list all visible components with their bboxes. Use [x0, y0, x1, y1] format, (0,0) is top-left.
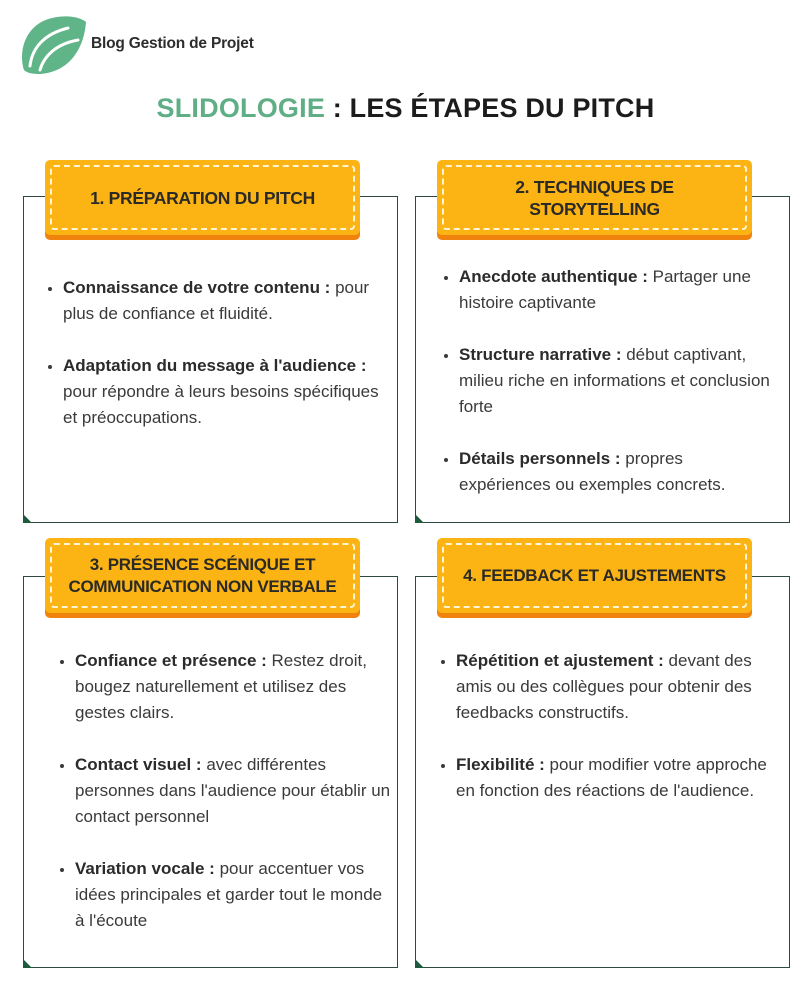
list-item: [459, 446, 777, 498]
card-preparation-list: [43, 275, 383, 457]
item-text: pour plus de confiance et fluidité.: [63, 278, 370, 323]
item-heading: Variation vocale :: [75, 859, 215, 878]
item-text: propres expériences ou exemples concrets.: [459, 449, 726, 494]
list-item: [456, 648, 776, 726]
title-accent: SLIDOLOGIE: [156, 93, 326, 123]
item-heading: Répétition et ajustement :: [456, 651, 664, 670]
tag-label: 3. PRÉSENCE SCÉNIQUE ET COMMUNICATION NON VERBALE: [68, 554, 337, 596]
item-text: pour répondre à leurs besoins spécifiques et préoccupations.: [63, 382, 379, 427]
tag-label: 2. TECHNIQUES DE STORYTELLING: [515, 176, 674, 219]
tag-storytelling: [437, 160, 752, 235]
card-corner-decoration: [23, 959, 32, 968]
card-presence-list: [55, 648, 395, 960]
list-item: [459, 342, 777, 420]
list-item: [456, 752, 776, 804]
item-heading: Contact visuel :: [75, 755, 202, 774]
card-corner-decoration: [415, 514, 424, 523]
page-title: [0, 93, 811, 124]
list-item: [459, 264, 777, 316]
list-item: [63, 275, 383, 327]
tag-preparation: [45, 160, 360, 235]
item-heading: Connaissance de votre contenu :: [63, 278, 331, 297]
card-corner-decoration: [23, 514, 32, 523]
tag-presence: [45, 538, 360, 613]
tag-label: 4. FEEDBACK ET AJUSTEMENTS: [463, 565, 726, 585]
list-item: [75, 752, 395, 830]
card-corner-decoration: [415, 959, 424, 968]
item-heading: Adaptation du message à l'audience :: [63, 356, 367, 375]
list-item: [75, 648, 395, 726]
item-heading: Anecdote authentique :: [459, 267, 648, 286]
item-text: devant des amis ou des collègues pour obtenir des feedbacks constructifs.: [456, 651, 752, 722]
leaf-logo-icon: [18, 14, 88, 76]
item-heading: Confiance et présence :: [75, 651, 267, 670]
item-heading: Flexibilité :: [456, 755, 545, 774]
brand-name: Blog Gestion de Projet: [91, 35, 254, 52]
item-text: Partager une histoire captivante: [459, 267, 751, 312]
card-storytelling-list: [439, 264, 777, 524]
item-text: avec différentes personnes dans l'audience pour établir un contact personnel: [75, 755, 391, 826]
item-text: début captivant, milieu riche en informations et conclusion forte: [459, 345, 770, 416]
tag-feedback: [437, 538, 752, 613]
item-heading: Structure narrative :: [459, 345, 622, 364]
title-rest: : LES ÉTAPES DU PITCH: [325, 93, 655, 123]
tag-label: 1. PRÉPARATION DU PITCH: [90, 187, 315, 208]
list-item: [63, 353, 383, 431]
item-text: Restez droit, bougez naturellement et utilisez des gestes clairs.: [75, 651, 367, 722]
item-text: pour accentuer vos idées principales et garder tout le monde à l'écoute: [75, 859, 383, 930]
card-feedback-list: [436, 648, 776, 830]
list-item: [75, 856, 395, 934]
item-text: pour modifier votre approche en fonction des réactions de l'audience.: [456, 755, 767, 800]
item-heading: Détails personnels :: [459, 449, 621, 468]
